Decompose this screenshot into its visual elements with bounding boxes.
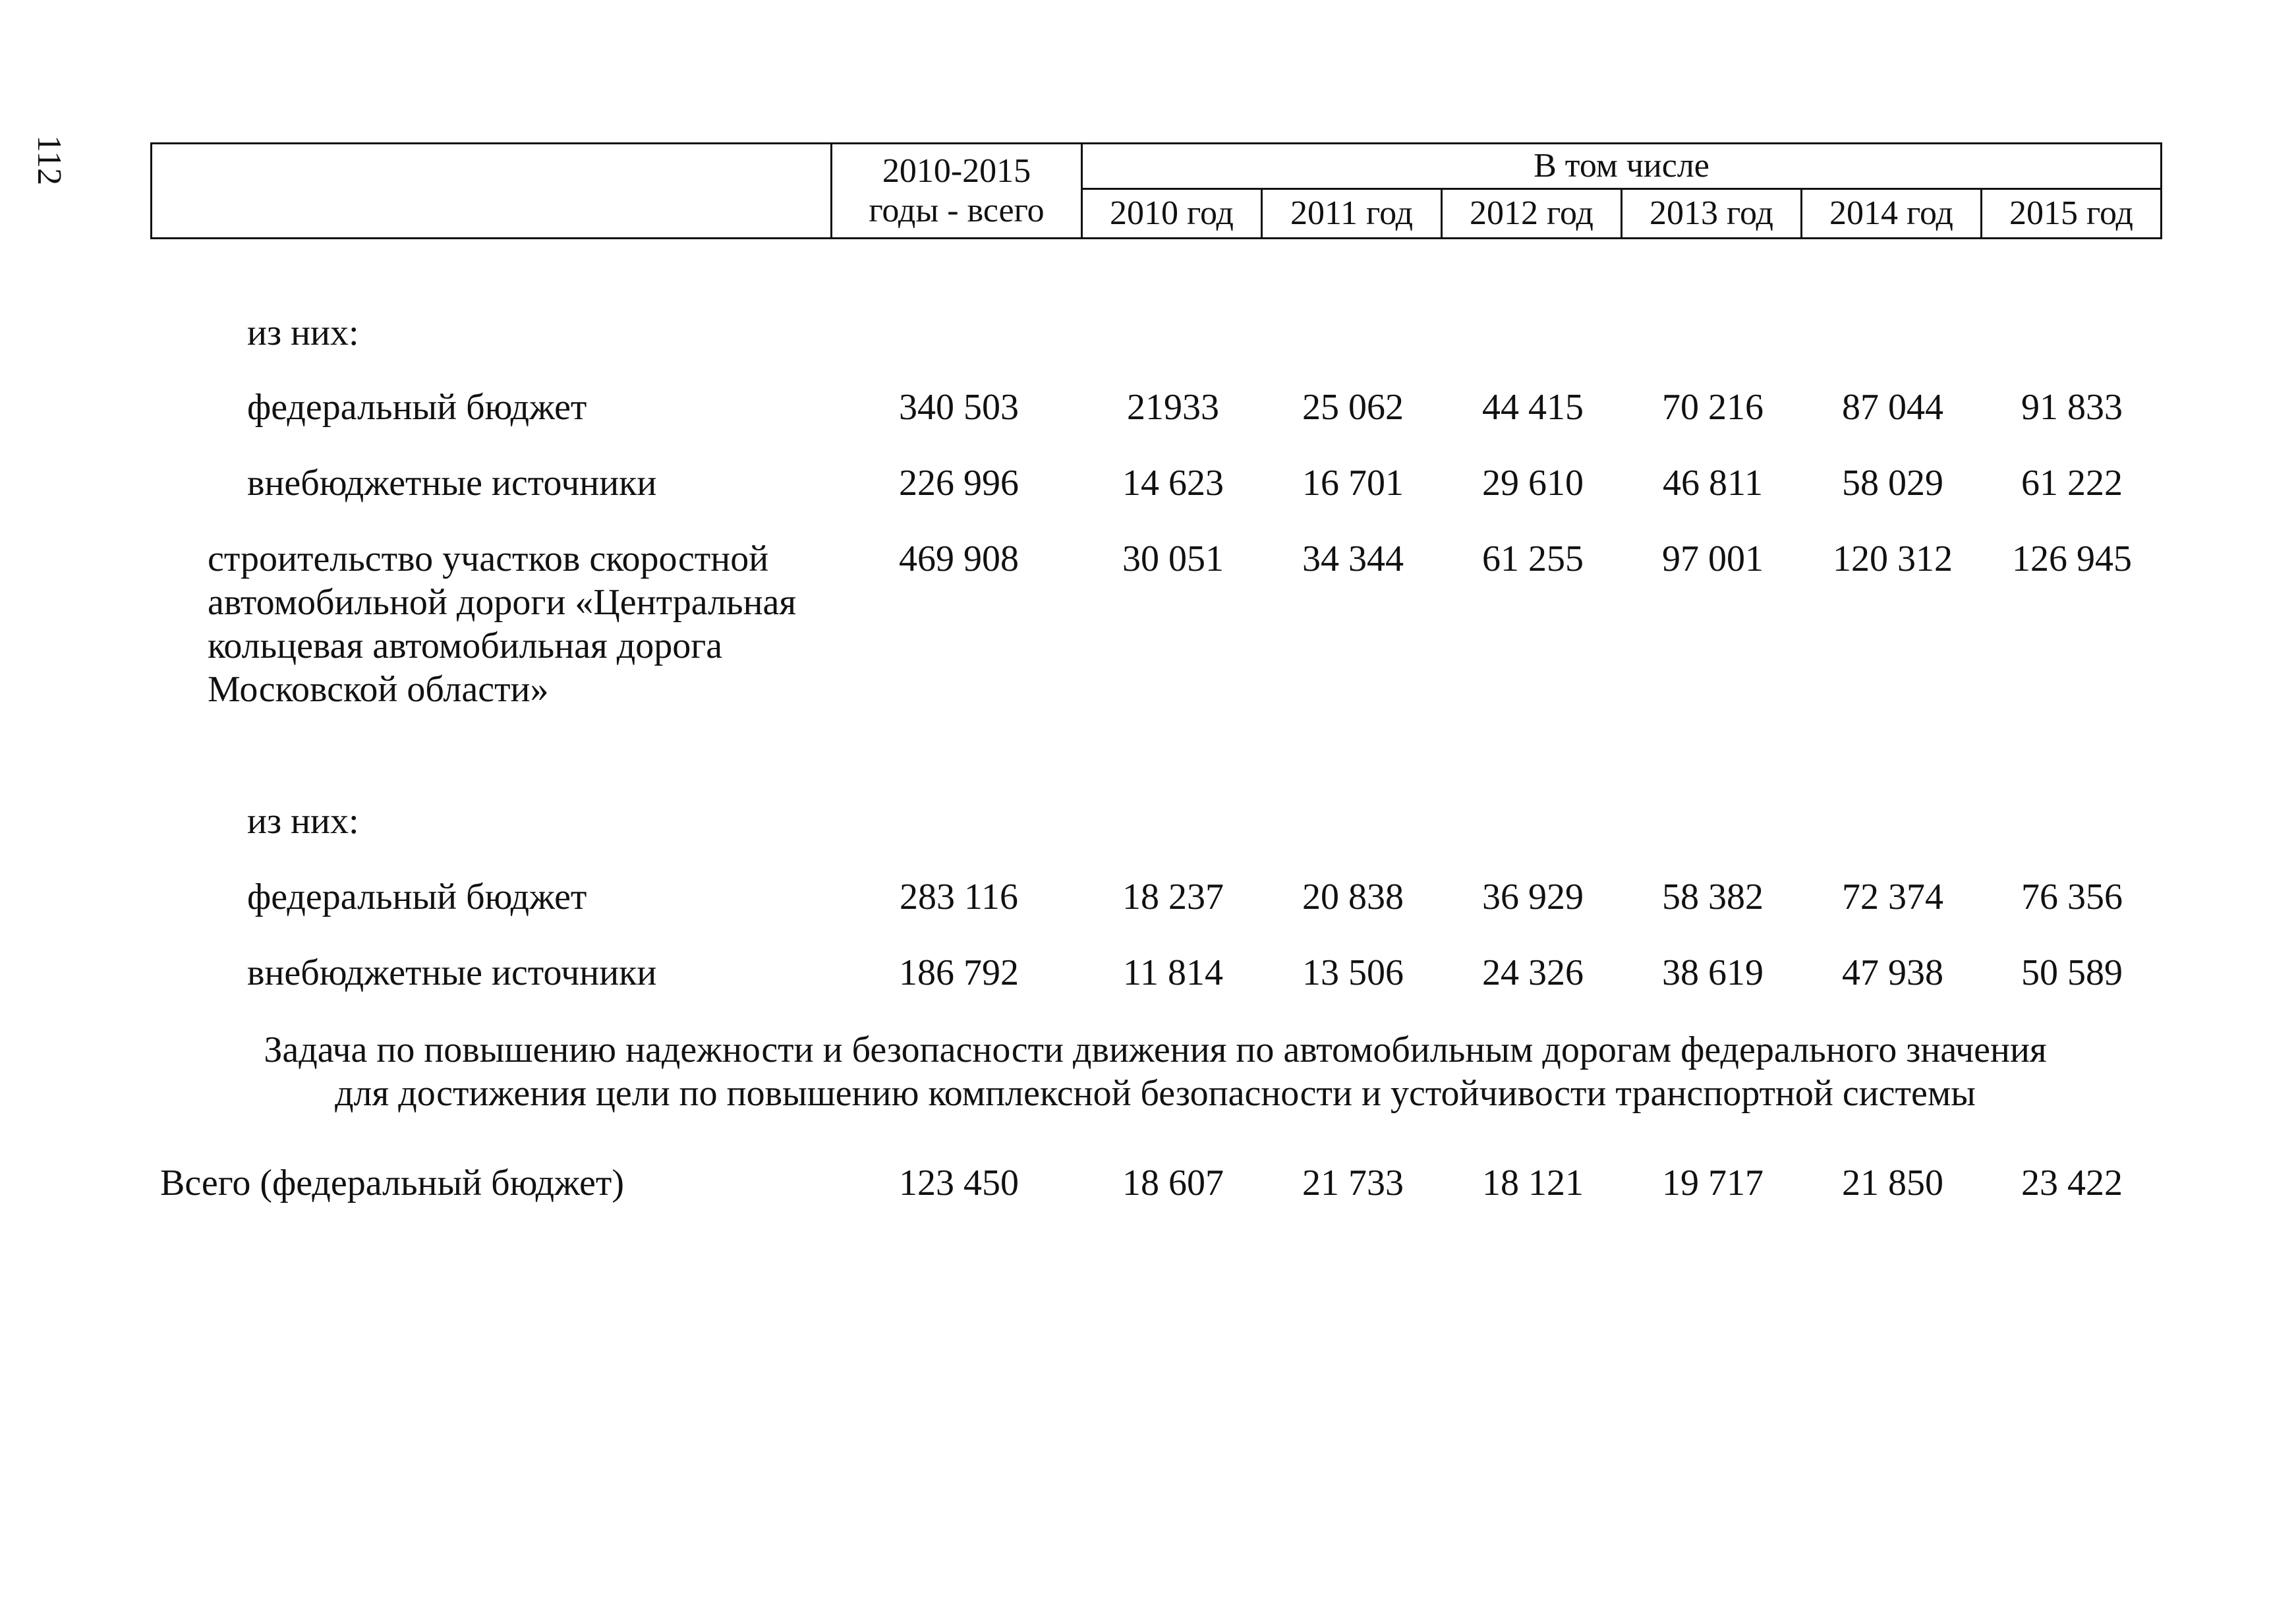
header-year: 2011 год: [1262, 189, 1442, 239]
row-value: 21933: [1127, 387, 1219, 428]
row-value: 44 415: [1482, 387, 1584, 428]
task-heading: [150, 1028, 2160, 1115]
row-value: 97 001: [1662, 538, 1764, 579]
row-value: 14 623: [1122, 463, 1224, 504]
row-label: внебюджетные источники: [247, 463, 657, 504]
row-label: из них:: [247, 312, 359, 353]
row-label: внебюджетные источники: [247, 952, 657, 993]
row-value: 18 237: [1122, 877, 1224, 917]
row-value: 226 996: [899, 463, 1019, 504]
row-value: 13 506: [1302, 952, 1404, 993]
row-value: 87 044: [1842, 387, 1943, 428]
total-row-value: 19 717: [1662, 1163, 1764, 1203]
header-total-line1: 2010-2015: [882, 152, 1031, 190]
header-year: 2010 год: [1082, 189, 1262, 239]
row-value: 24 326: [1482, 952, 1584, 993]
row-value: 120 312: [1833, 538, 1953, 579]
row-value: 36 929: [1482, 877, 1584, 917]
row-value: 469 908: [899, 538, 1019, 579]
row-value: 126 945: [2012, 538, 2132, 579]
total-row-value: 23 422: [2021, 1163, 2123, 1203]
row-value: 58 029: [1842, 463, 1943, 504]
row-value: 76 356: [2021, 877, 2123, 917]
page-number: 112: [30, 135, 68, 186]
total-row-label: Всего (федеральный бюджет): [160, 1163, 625, 1203]
row-value: 61 255: [1482, 538, 1584, 579]
row-value: 46 811: [1663, 463, 1763, 504]
row-value: 47 938: [1842, 952, 1943, 993]
row-value: 72 374: [1842, 877, 1943, 917]
row-value: 50 589: [2021, 952, 2123, 993]
header-year: 2015 год: [1982, 189, 2162, 239]
row-value: 61 222: [2021, 463, 2123, 504]
row-value: 20 838: [1302, 877, 1404, 917]
total-row-value: 123 450: [899, 1163, 1019, 1203]
header-total-line2: годы - всего: [869, 191, 1045, 229]
row-value: 11 814: [1123, 952, 1223, 993]
task-heading-line1: Задача по повышению надежности и безопасности движения по автомобильным дорогам федерального значения: [264, 1029, 2047, 1070]
header-year: 2013 год: [1622, 189, 1802, 239]
header-year: 2014 год: [1802, 189, 1982, 239]
row-value: 38 619: [1662, 952, 1764, 993]
row-value: 58 382: [1662, 877, 1764, 917]
total-row-value: 21 733: [1302, 1163, 1404, 1203]
row-value: 30 051: [1122, 538, 1224, 579]
row-label: строительство участков скоростной автомобильной дороги «Центральная кольцевая автомобильная дорога Московской области»: [208, 538, 797, 710]
total-row-value: 21 850: [1842, 1163, 1943, 1203]
row-value: 29 610: [1482, 463, 1584, 504]
total-row-value: 18 607: [1122, 1163, 1224, 1203]
row-value: 186 792: [899, 952, 1019, 993]
row-value: 283 116: [900, 877, 1018, 917]
task-heading-line2: для достижения цели по повышению комплексной безопасности и устойчивости транспортной системы: [335, 1073, 1976, 1114]
row-label: федеральный бюджет: [247, 877, 587, 917]
row-value: 91 833: [2021, 387, 2123, 428]
row-value: 340 503: [899, 387, 1019, 428]
header-group-label: В том числе: [1082, 144, 2162, 189]
total-row-value: 18 121: [1482, 1163, 1584, 1203]
row-label: федеральный бюджет: [247, 387, 587, 428]
row-value: 70 216: [1662, 387, 1764, 428]
row-value: 34 344: [1302, 538, 1404, 579]
row-value: 16 701: [1302, 463, 1404, 504]
header-year: 2012 год: [1442, 189, 1622, 239]
row-label: из них:: [247, 801, 359, 842]
row-value: 25 062: [1302, 387, 1404, 428]
